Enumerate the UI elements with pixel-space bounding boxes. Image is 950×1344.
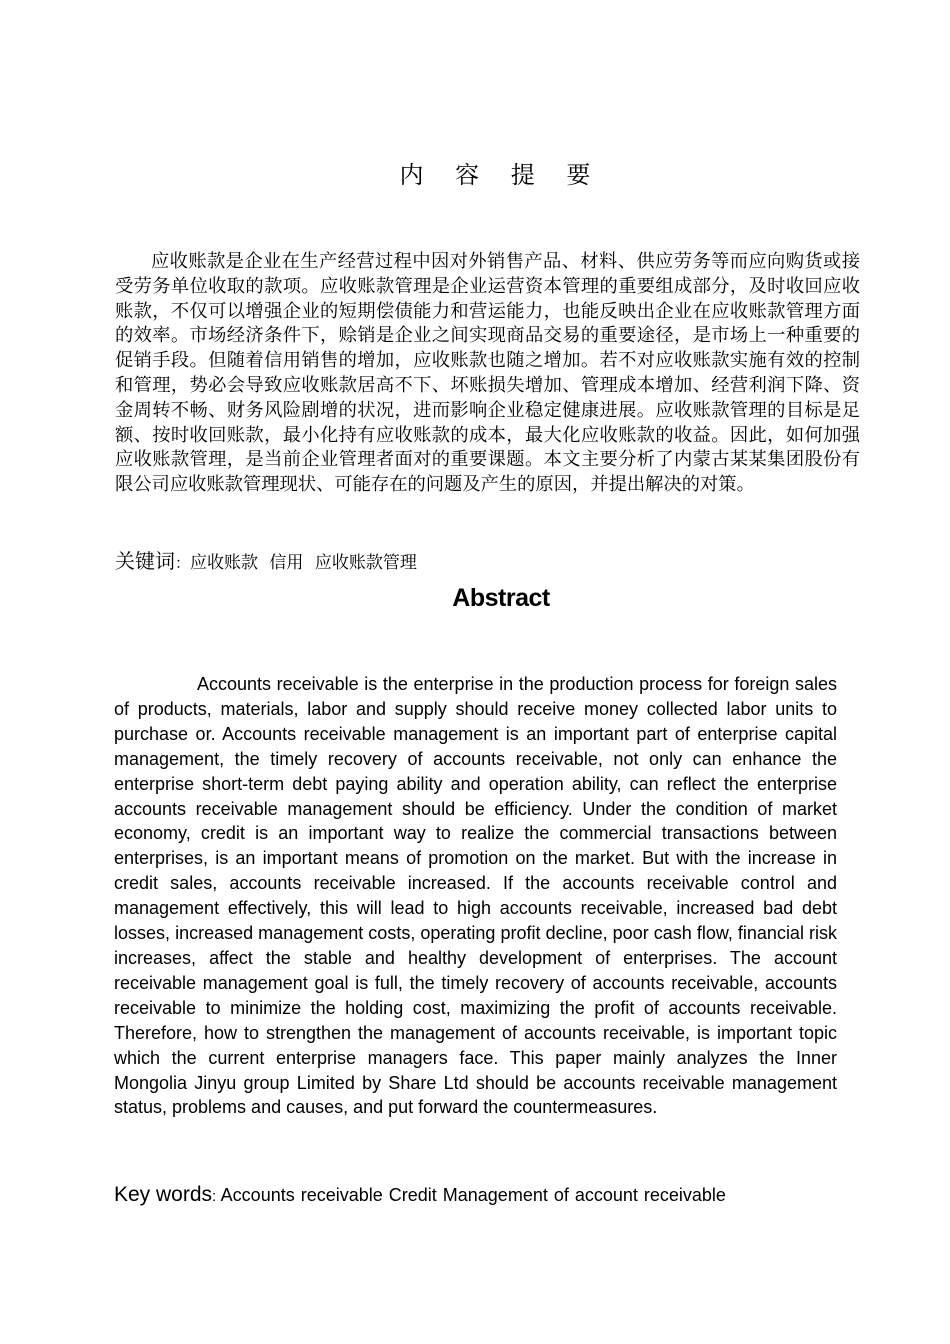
english-keywords-label: Key words [114, 1183, 213, 1206]
chinese-keywords-label: 关键词 [115, 549, 175, 573]
chinese-abstract-title: 内 容 提 要 [399, 161, 603, 189]
chinese-keywords-value: 应收账款 信用 应收账款管理 [190, 553, 417, 573]
chinese-keywords [115, 548, 417, 576]
english-keywords-value: Accounts receivable Credit Management of account receivable [220, 1185, 726, 1205]
english-abstract-body: Accounts receivable is the enterprise in the production process for foreign sales of products, materials, labor and supply should receive money collected labor units to purchase or. Accounts receivable management is an important part of enterprise capital management, the timely recovery of accounts receivable, not only can enhance the enterprise short-term debt paying ability and operation ability, can reflect the enterprise accounts receivable management should be efficiency. Under the condition of market economy, credit is an important way to realize the commercial transactions between enterprises, is an important means of promotion on the market. But with the increase in credit sales, accounts receivable increased. If the accounts receivable control and management effectively, this will lead to high accounts receivable, increased bad debt losses, increased management costs, operating profit decline, poor cash flow, financial risk increases, affect the stable and healthy development of enterprises. The account receivable management goal is full, the timely recovery of accounts receivable, accounts receivable to minimize the holding cost, maximizing the profit of accounts receivable. Therefore, how to strengthen the management of accounts receivable, is important topic which the current enterprise managers face. This paper mainly analyzes the Inner Mongolia Jinyu group Limited by Share Ltd should be accounts receivable management status, problems and causes, and put forward the countermeasures. [114, 674, 837, 1118]
english-keywords-separator: : [212, 1188, 217, 1205]
chinese-abstract-body: 应收账款是企业在生产经营过程中因对外销售产品、材料、供应劳务等而应向购货或接受劳务单位收取的款项。应收账款管理是企业运营资本管理的重要组成部分，及时收回应收账款，不仅可以增强企业的短期偿债能力和营运能力，也能反映出企业在应收账款管理方面的效率。市场经济条件下，赊销是企业之间实现商品交易的重要途径，是市场上一种重要的促销手段。但随着信用销售的增加，应收账款也随之增加。若不对应收账款实施有效的控制和管理，势必会导致应收账款居高不下、坏账损失增加、管理成本增加、经营利润下降、资金周转不畅、财务风险剧增的状况，进而影响企业稳定健康进展。应收账款管理的目标是足额、按时收回账款，最小化持有应收账款的成本，最大化应收账款的收益。因此，如何加强应收账款管理，是当前企业管理者面对的重要课题。本文主要分析了内蒙古某某集团股份有限公司应收账款管理现状、可能存在的问题及产生的原因，并提出解决的对策。 [115, 251, 860, 496]
english-abstract-title: Abstract [452, 584, 550, 612]
english-keywords [114, 1181, 726, 1211]
chinese-keywords-separator: ： [175, 554, 191, 572]
